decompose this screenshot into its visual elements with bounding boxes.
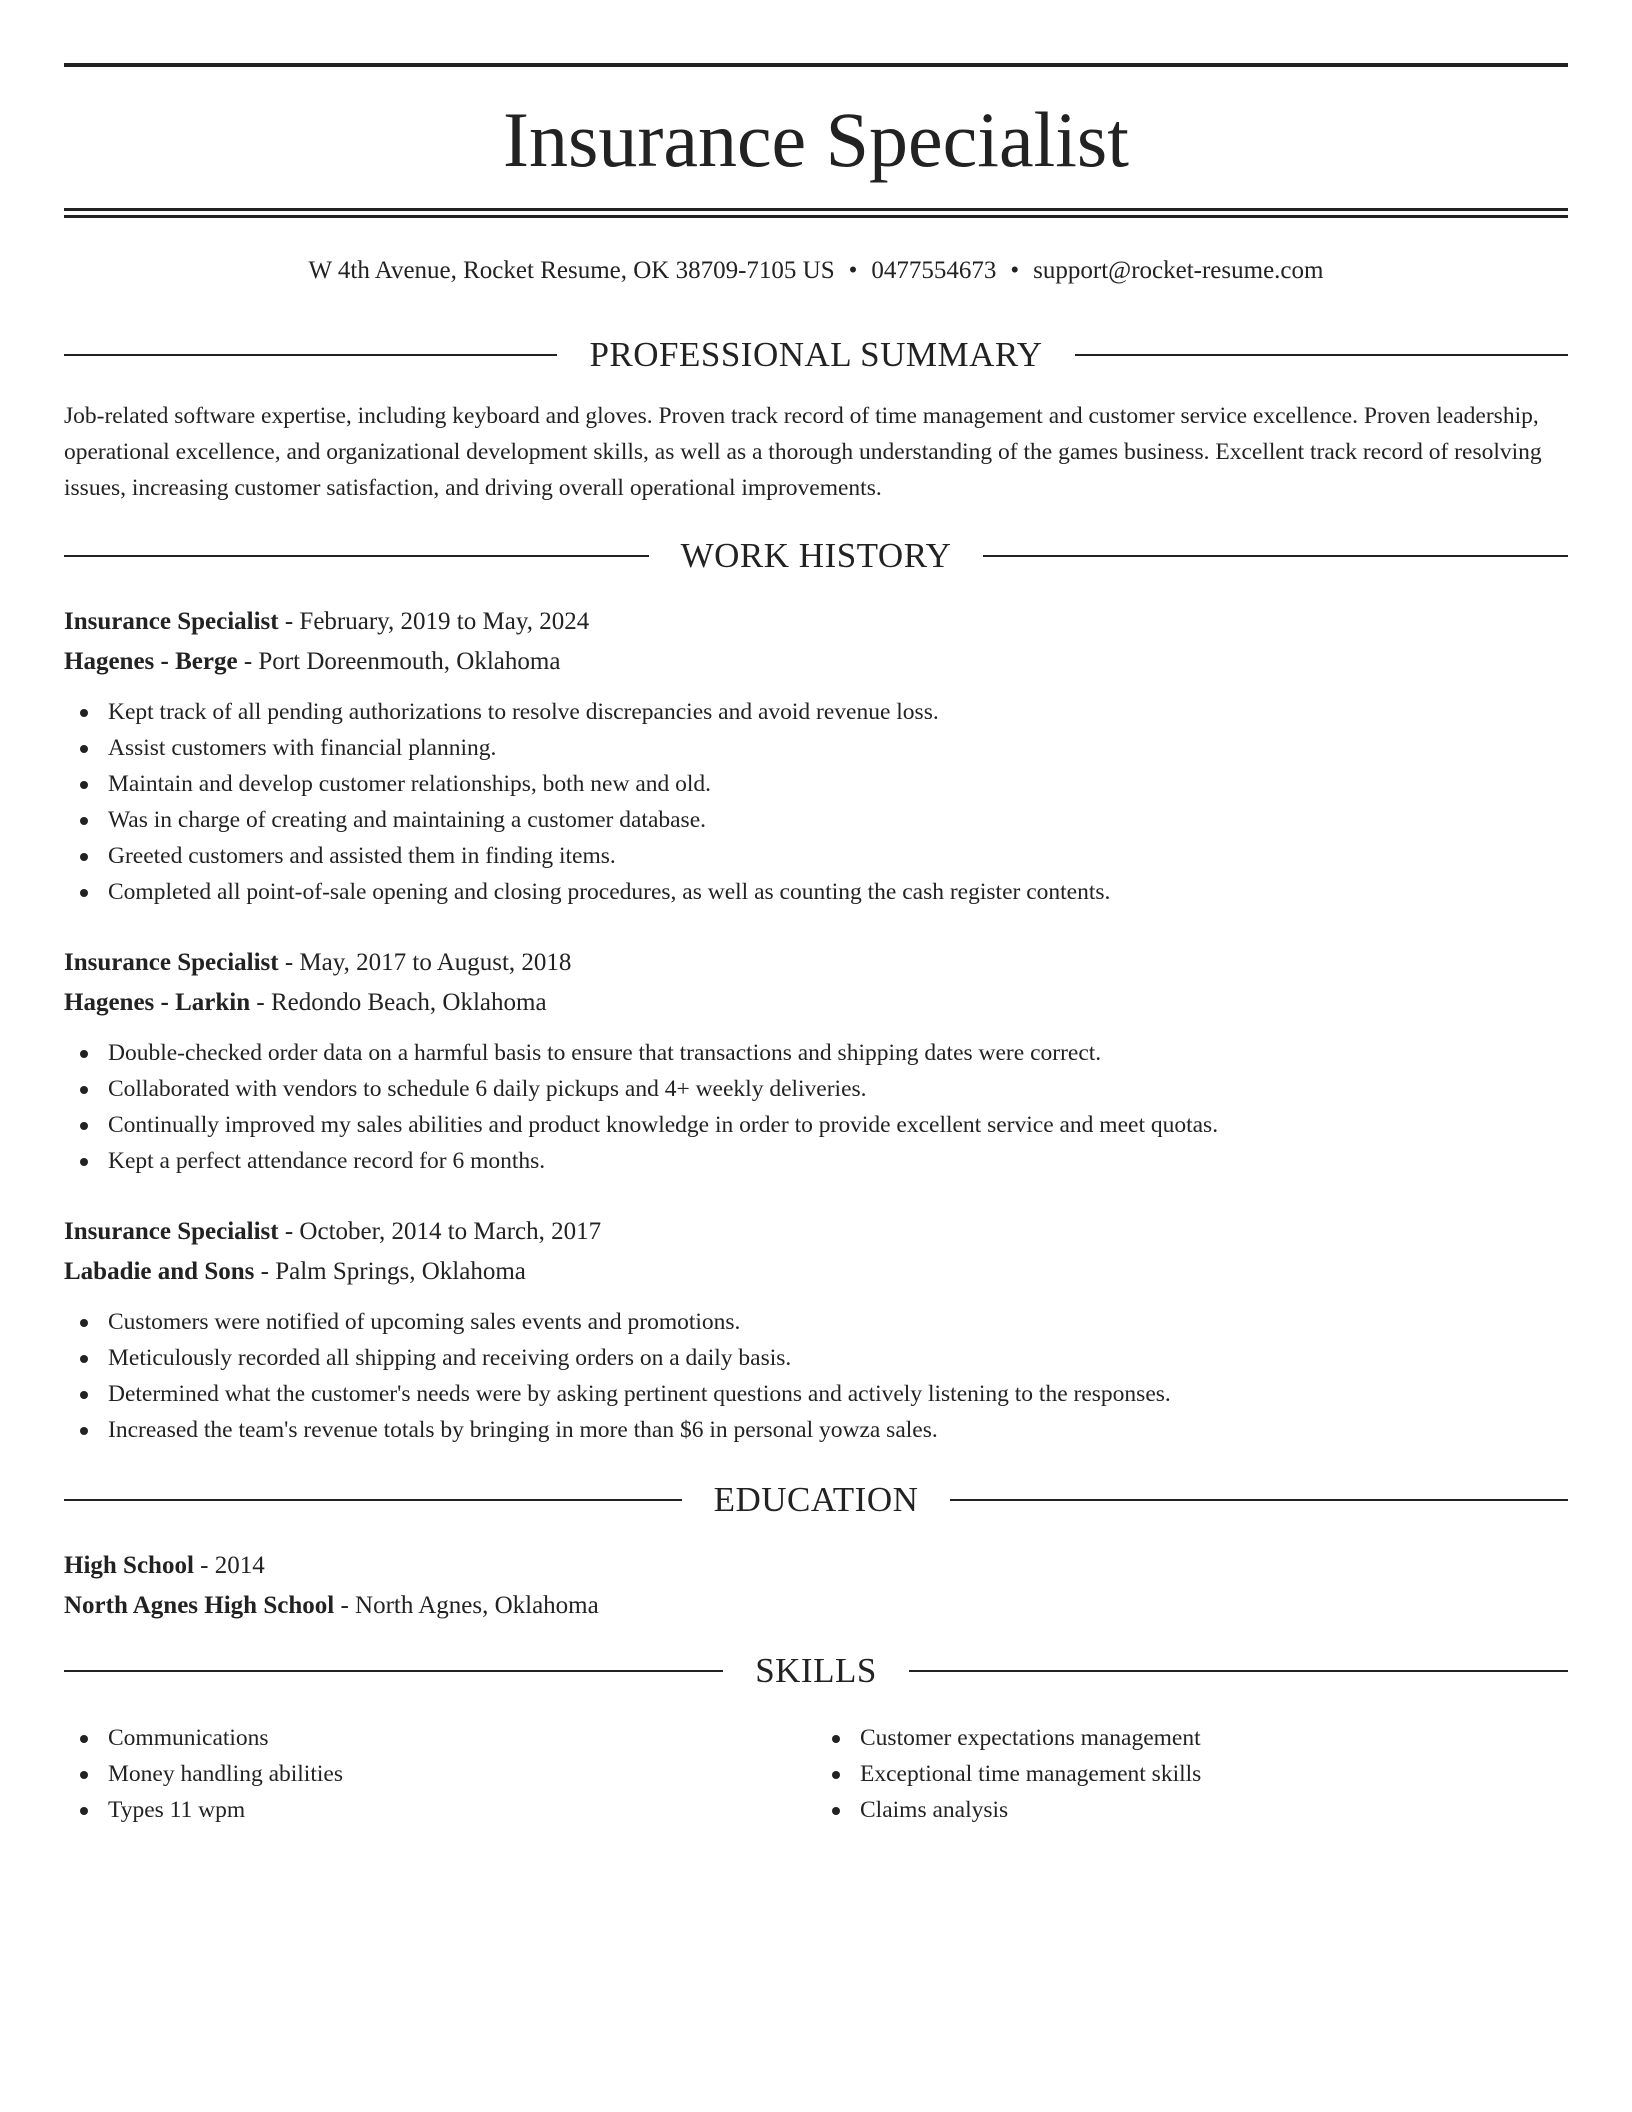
resume-title: Insurance Specialist [503,96,1129,183]
job-company-line [64,1252,1568,1292]
job-dates: - May, 2017 to August, 2018 [278,949,572,976]
job-title-line [64,1212,1568,1252]
list-item: Determined what the customer's needs were by asking pertinent questions and actively listening to the responses. [64,1376,1568,1412]
skill-item: Exceptional time management skills [816,1756,1568,1792]
title-double-rule [64,208,1568,218]
heading-rule-left [64,1670,723,1672]
job-company: Hagenes - Larkin [64,989,251,1016]
list-item: Customers were notified of upcoming sales events and promotions. [64,1304,1568,1340]
contact-separator: • [1010,257,1020,284]
list-item: Maintain and develop customer relationships, both new and old. [64,766,1568,802]
work-history-heading [64,536,1568,576]
list-item: Kept a perfect attendance record for 6 months. [64,1143,1568,1179]
job-dates: - October, 2014 to March, 2017 [278,1218,602,1245]
heading-rule-right [909,1670,1568,1672]
education-school-line [64,1586,1568,1626]
summary-heading-label: PROFESSIONAL SUMMARY [589,335,1043,374]
job-company: Hagenes - Berge [64,648,238,675]
contact-phone: 0477554673 [871,257,997,284]
job-location: - Redondo Beach, Oklahoma [250,989,547,1016]
list-item: Increased the team's revenue totals by bringing in more than $6 in personal yowza sales. [64,1412,1568,1448]
job-company-line [64,642,1568,682]
job-duties-list [64,1035,1568,1179]
skill-item: Communications [64,1720,816,1756]
education-school: North Agnes High School [64,1592,335,1619]
education-heading-label: EDUCATION [713,1480,919,1519]
skills-columns [64,1720,1568,1828]
list-item: Completed all point-of-sale opening and closing procedures, as well as counting the cash register contents. [64,874,1568,910]
contact-separator: • [848,257,858,284]
job-duties-list [64,1304,1568,1448]
heading-rule-left [64,1499,682,1501]
job-duties-list [64,694,1568,910]
skills-list-left [64,1720,816,1828]
contact-email: support@rocket-resume.com [1033,257,1324,284]
contact-address: W 4th Avenue, Rocket Resume, OK 38709-7105 US [308,257,835,284]
job-entry [64,943,1568,1179]
list-item: Greeted customers and assisted them in finding items. [64,838,1568,874]
education-location: - North Agnes, Oklahoma [334,1592,599,1619]
job-entry [64,602,1568,910]
education-degree: High School [64,1552,194,1579]
list-item: Assist customers with financial planning. [64,730,1568,766]
skills-heading [64,1651,1568,1691]
top-rule [64,63,1568,67]
job-title: Insurance Specialist [64,608,279,635]
heading-rule-right [1075,354,1568,356]
job-dates: - February, 2019 to May, 2024 [278,608,590,635]
job-title-line [64,602,1568,642]
heading-rule-left [64,354,557,356]
skills-list-right [816,1720,1568,1828]
job-title: Insurance Specialist [64,949,279,976]
job-location: - Palm Springs, Oklahoma [254,1258,526,1285]
job-company-line [64,983,1568,1023]
heading-rule-right [983,555,1568,557]
skill-item: Types 11 wpm [64,1792,816,1828]
skill-item: Customer expectations management [816,1720,1568,1756]
skills-heading-label: SKILLS [755,1651,877,1690]
job-entry [64,1212,1568,1448]
list-item: Continually improved my sales abilities and product knowledge in order to provide excellent service and meet quotas. [64,1107,1568,1143]
contact-line [64,254,1568,288]
list-item: Kept track of all pending authorizations to resolve discrepancies and avoid revenue loss. [64,694,1568,730]
list-item: Double-checked order data on a harmful basis to ensure that transactions and shipping dates were correct. [64,1035,1568,1071]
education-heading [64,1480,1568,1520]
education-year: - 2014 [193,1552,265,1579]
job-title: Insurance Specialist [64,1218,279,1245]
skill-item: Money handling abilities [64,1756,816,1792]
job-title-line [64,943,1568,983]
list-item: Collaborated with vendors to schedule 6 daily pickups and 4+ weekly deliveries. [64,1071,1568,1107]
work-history-heading-label: WORK HISTORY [680,536,952,575]
summary-text: Job-related software expertise, including keyboard and gloves. Proven track record of time management and customer service excellence. Proven leadership, operational excellence, and organizational development skills, as well as a thorough understanding of the games business. Excellent track record of resolving issues, increasing customer satisfaction, and driving overall operational improvements. [64,403,1542,501]
skill-item: Claims analysis [816,1792,1568,1828]
education-entry [64,1546,1568,1626]
job-location: - Port Doreenmouth, Oklahoma [237,648,561,675]
education-degree-line [64,1546,1568,1586]
job-company: Labadie and Sons [64,1258,255,1285]
list-item: Meticulously recorded all shipping and receiving orders on a daily basis. [64,1340,1568,1376]
list-item: Was in charge of creating and maintaining a customer database. [64,802,1568,838]
summary-heading [64,335,1568,375]
heading-rule-right [950,1499,1568,1501]
heading-rule-left [64,555,649,557]
